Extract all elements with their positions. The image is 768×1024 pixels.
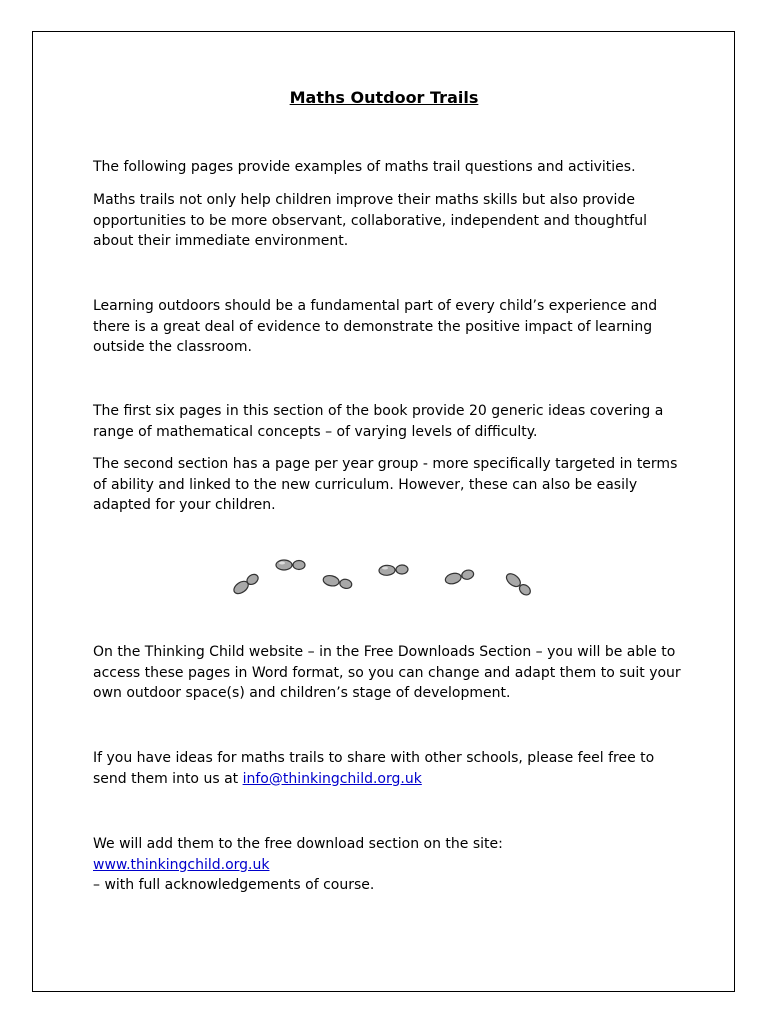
paragraph-download-section: [93, 834, 683, 896]
footprints-icon: [222, 552, 542, 602]
share-ideas-text: If you have ideas for maths trails to share with other schools, please feel free to send them into us at: [93, 750, 655, 787]
email-link[interactable]: info@thinkingchild.org.uk: [242, 770, 422, 787]
document-title: Maths Outdoor Trails: [289, 88, 479, 107]
paragraph-website: On the Thinking Child website – in the Free Downloads Section – you will be able to access these pages in Word format, so you can change and adapt them to suit your own outdoor space(s) and children’s stage of development.: [93, 644, 681, 701]
paragraph-learning-outdoors: Learning outdoors should be a fundamental part of every child’s experience and there is a great deal of evidence to demonstrate the positive impact of learning outside the classroom.: [93, 298, 658, 355]
paragraph-benefits: Maths trails not only help children improve their maths skills but also provide opportunities to be more observant, collaborative, independent and thoughtful about their immediate environment.: [93, 192, 647, 249]
paragraph-first-section: The first six pages in this section of the book provide 20 generic ideas covering a range of mathematical concepts – of varying levels of difficulty.: [93, 403, 664, 440]
acknowledgements-text: – with full acknowledgements of course.: [93, 877, 375, 893]
paragraph-share-ideas: [93, 748, 683, 789]
paragraph-intro: The following pages provide examples of maths trail questions and activities.: [93, 159, 636, 175]
paragraph-second-section: The second section has a page per year group - more specifically targeted in terms of ability and linked to the new curriculum. However, these can also be easily adapted for your children.: [93, 456, 678, 513]
website-link[interactable]: www.thinkingchild.org.uk: [93, 856, 270, 873]
download-section-text: We will add them to the free download section on the site:: [93, 836, 503, 852]
